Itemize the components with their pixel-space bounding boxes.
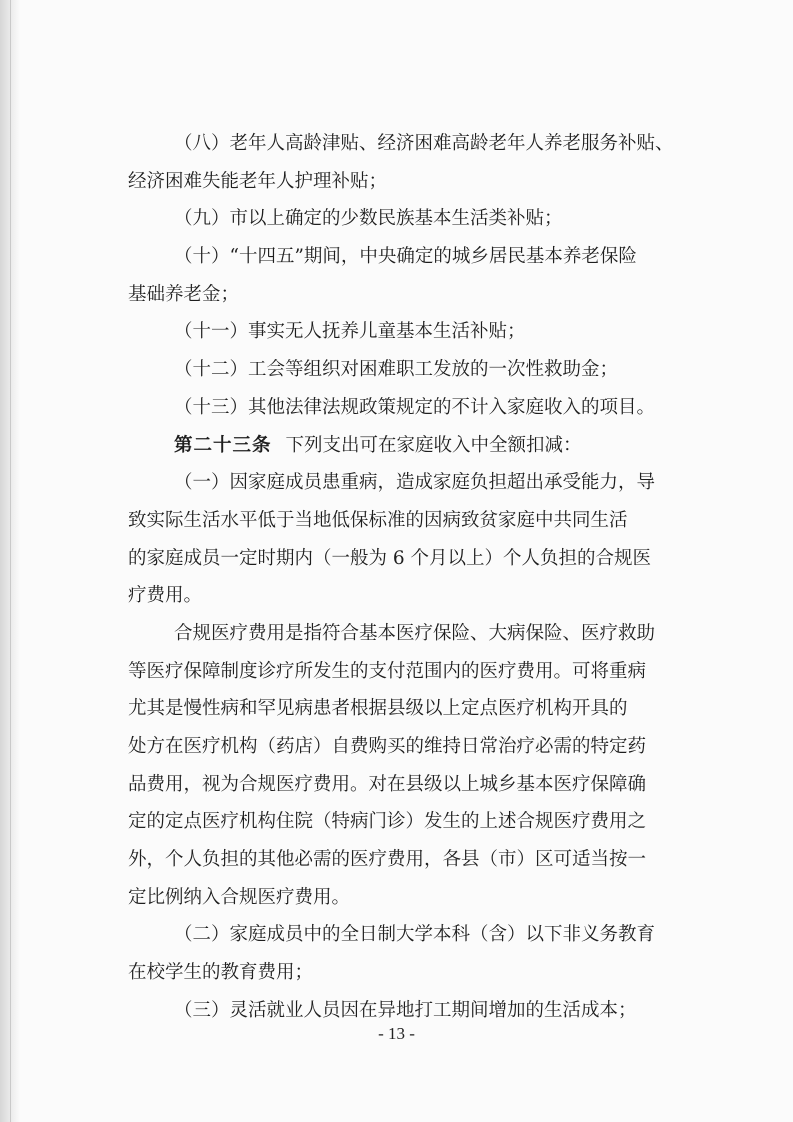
text-line-1 (128, 125, 702, 163)
line-text: 定比例纳入合规医疗费用。 (128, 886, 351, 908)
line-text: 在校学生的教育费用； (128, 962, 314, 984)
text-line-2 (128, 163, 702, 201)
line-text: （十）“十四五”期间，中央确定的城乡居民基本养老保险 (174, 246, 637, 268)
text-line-20 (128, 841, 702, 879)
text-line-15 (128, 653, 702, 691)
line-text: （二）家庭成员中的全日制大学本科（含）以下非义务教育 (174, 924, 656, 946)
line-text: （三）灵活就业人员因在异地打工期间增加的生活成本； (174, 999, 637, 1021)
line-text: 外，个人负担的其他必需的医疗费用，各县（市）区可适当按一 (128, 849, 647, 871)
line-text: 基础养老金； (128, 283, 240, 305)
page-number: - 13 - (378, 1024, 415, 1043)
line-text: 合规医疗费用是指符合基本医疗保险、大病保险、医疗救助 (174, 622, 656, 644)
line-text: 定的定点医疗机构住院（特病门诊）发生的上述合规医疗费用之 (128, 811, 647, 833)
text-line-3 (128, 200, 702, 238)
line-text: （八）老年人高龄津贴、经济困难高龄老年人养老服务补贴、 (174, 133, 674, 154)
text-line-14 (128, 615, 702, 653)
line-text: 下列支出可在家庭收入中全额扣减： (285, 434, 582, 456)
text-line-21 (128, 879, 702, 917)
text-line-23 (128, 954, 702, 992)
text-line-7 (128, 351, 702, 389)
text-line-11 (128, 502, 702, 540)
line-text: 疗费用。 (128, 585, 203, 607)
line-text: （九）市以上确定的少数民族基本生活类补贴； (174, 208, 563, 230)
line-text: （十三）其他法律法规政策规定的不计入家庭收入的项目。 (174, 396, 656, 418)
line-text: （十二）工会等组织对困难职工发放的一次性救助金； (174, 359, 619, 381)
text-line-4 (128, 238, 702, 276)
line-text: （十一）事实无人抚养儿童基本生活补贴； (174, 321, 526, 343)
text-line-18 (128, 766, 702, 804)
line-text: 处方在医疗机构（药店）自费购买的维持日常治疗必需的特定药 (128, 736, 647, 757)
article-heading-line (128, 427, 702, 465)
line-text: 致实际生活水平低于当地低保标准的因病致贫家庭中共同生活 (128, 509, 628, 531)
line-text: 尤其是慢性病和罕见病患者根据县级以上定点医疗机构开具的 (128, 698, 628, 720)
line-text: 经济困难失能老年人护理补贴； (128, 170, 388, 192)
document-body (128, 125, 702, 1030)
line-text: （一）因家庭成员患重病，造成家庭负担超出承受能力，导 (174, 472, 656, 494)
line-text: 品费用，视为合规医疗费用。对在县级以上城乡基本医疗保障确 (128, 773, 647, 795)
scan-edge-line (10, 0, 11, 1122)
text-line-16 (128, 690, 702, 728)
text-line-19 (128, 803, 702, 841)
text-line-12 (128, 540, 702, 578)
text-line-8 (128, 389, 702, 427)
text-line-10 (128, 464, 702, 502)
text-line-22 (128, 916, 702, 954)
text-line-5 (128, 276, 702, 314)
article-number: 第二十三条 (174, 434, 272, 456)
text-line-17 (128, 728, 702, 766)
text-line-6 (128, 313, 702, 351)
text-line-13 (128, 577, 702, 615)
line-text: 等医疗保障制度诊疗所发生的支付范围内的医疗费用。可将重病 (128, 660, 647, 682)
line-text: 的家庭成员一定时期内（一般为 6 个月以上）个人负担的合规医 (128, 547, 652, 569)
